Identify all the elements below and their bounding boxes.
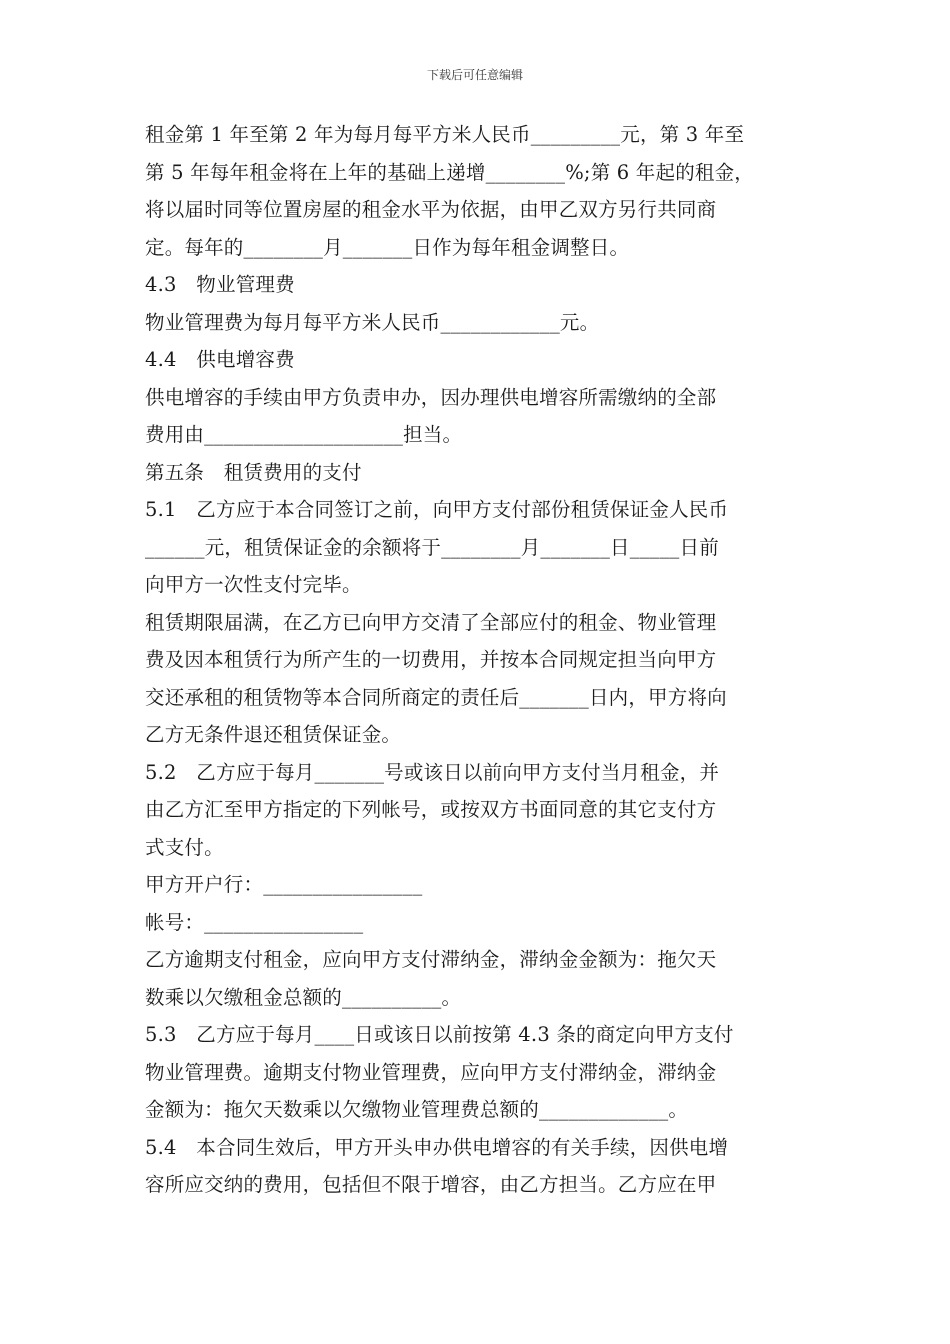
text-line: 金额为：拖欠天数乘以欠缴物业管理费总额的_____________。 bbox=[145, 1098, 689, 1121]
text-line: 物业管理费。逾期支付物业管理费，应向甲方支付滞纳金，滞纳金 bbox=[145, 1060, 717, 1084]
text-line: 第 5 年每年租金将在上年的基础上递增________%;第 6 年起的租金， bbox=[145, 160, 755, 184]
section-heading-4-4: 4.4 供电增容费 bbox=[145, 348, 295, 371]
text-line: 定。每年的________月_______日作为每年租金调整日。 bbox=[145, 235, 630, 259]
text-line: 式支付。 bbox=[145, 835, 224, 859]
text-line: 5.2 乙方应于每月_______号或该日以前向甲方支付当月租金，并 bbox=[145, 760, 720, 784]
section-heading-4-3: 4.3 物业管理费 bbox=[145, 273, 295, 296]
text-line: 交还承租的租赁物等本合同所商定的责任后_______日内，甲方将向 bbox=[145, 685, 727, 709]
text-line: 将以届时同等位置房屋的租金水平为依据，由甲乙双方另行共同商 bbox=[145, 198, 717, 221]
article-heading-5: 第五条 租赁费用的支付 bbox=[145, 460, 362, 484]
text-line: 乙方无条件退还租赁保证金。 bbox=[145, 723, 402, 746]
text-line: 容所应交纳的费用，包括但不限于增容，由乙方担当。乙方应在甲 bbox=[145, 1173, 717, 1196]
text-line: 物业管理费为每月每平方米人民币____________元。 bbox=[145, 310, 600, 334]
text-line: 由乙方汇至甲方指定的下列帐号，或按双方书面同意的其它支付方 bbox=[145, 798, 717, 821]
text-line: 费用由____________________担当。 bbox=[145, 423, 463, 446]
text-line: 向甲方一次性支付完毕。 bbox=[145, 573, 362, 596]
document-body bbox=[145, 116, 815, 1204]
text-line: 乙方逾期支付租金，应向甲方支付滞纳金，滞纳金金额为：拖欠天 bbox=[145, 948, 717, 971]
text-line: 供电增容的手续由甲方负责申办，因办理供电增容所需缴纳的全部 bbox=[145, 385, 717, 409]
text-line: 5.3 乙方应于每月____日或该日以前按第 4.3 条的商定向甲方支付 bbox=[145, 1023, 734, 1046]
page-header: 下载后可任意编辑 bbox=[426, 68, 523, 82]
bank-field: 甲方开户行：________________ bbox=[145, 873, 423, 896]
text-line: 数乘以欠缴租金总额的__________。 bbox=[145, 985, 462, 1009]
text-line: 费及因本租赁行为所产生的一切费用，并按本合同规定担当向甲方 bbox=[145, 648, 717, 671]
text-line: 租金第 1 年至第 2 年为每月每平方米人民币_________元，第 3 年至 bbox=[145, 123, 745, 146]
text-line: ______元，租赁保证金的余额将于________月_______日_____日前 bbox=[145, 535, 719, 559]
text-line: 5.1 乙方应于本合同签订之前，向甲方支付部份租赁保证金人民币 bbox=[145, 498, 729, 521]
account-field: 帐号：________________ bbox=[145, 910, 364, 934]
text-line: 租赁期限届满，在乙方已向甲方交清了全部应付的租金、物业管理 bbox=[145, 610, 717, 634]
text-line: 5.4 本合同生效后，甲方开头申办供电增容的有关手续，因供电增 bbox=[145, 1135, 729, 1159]
